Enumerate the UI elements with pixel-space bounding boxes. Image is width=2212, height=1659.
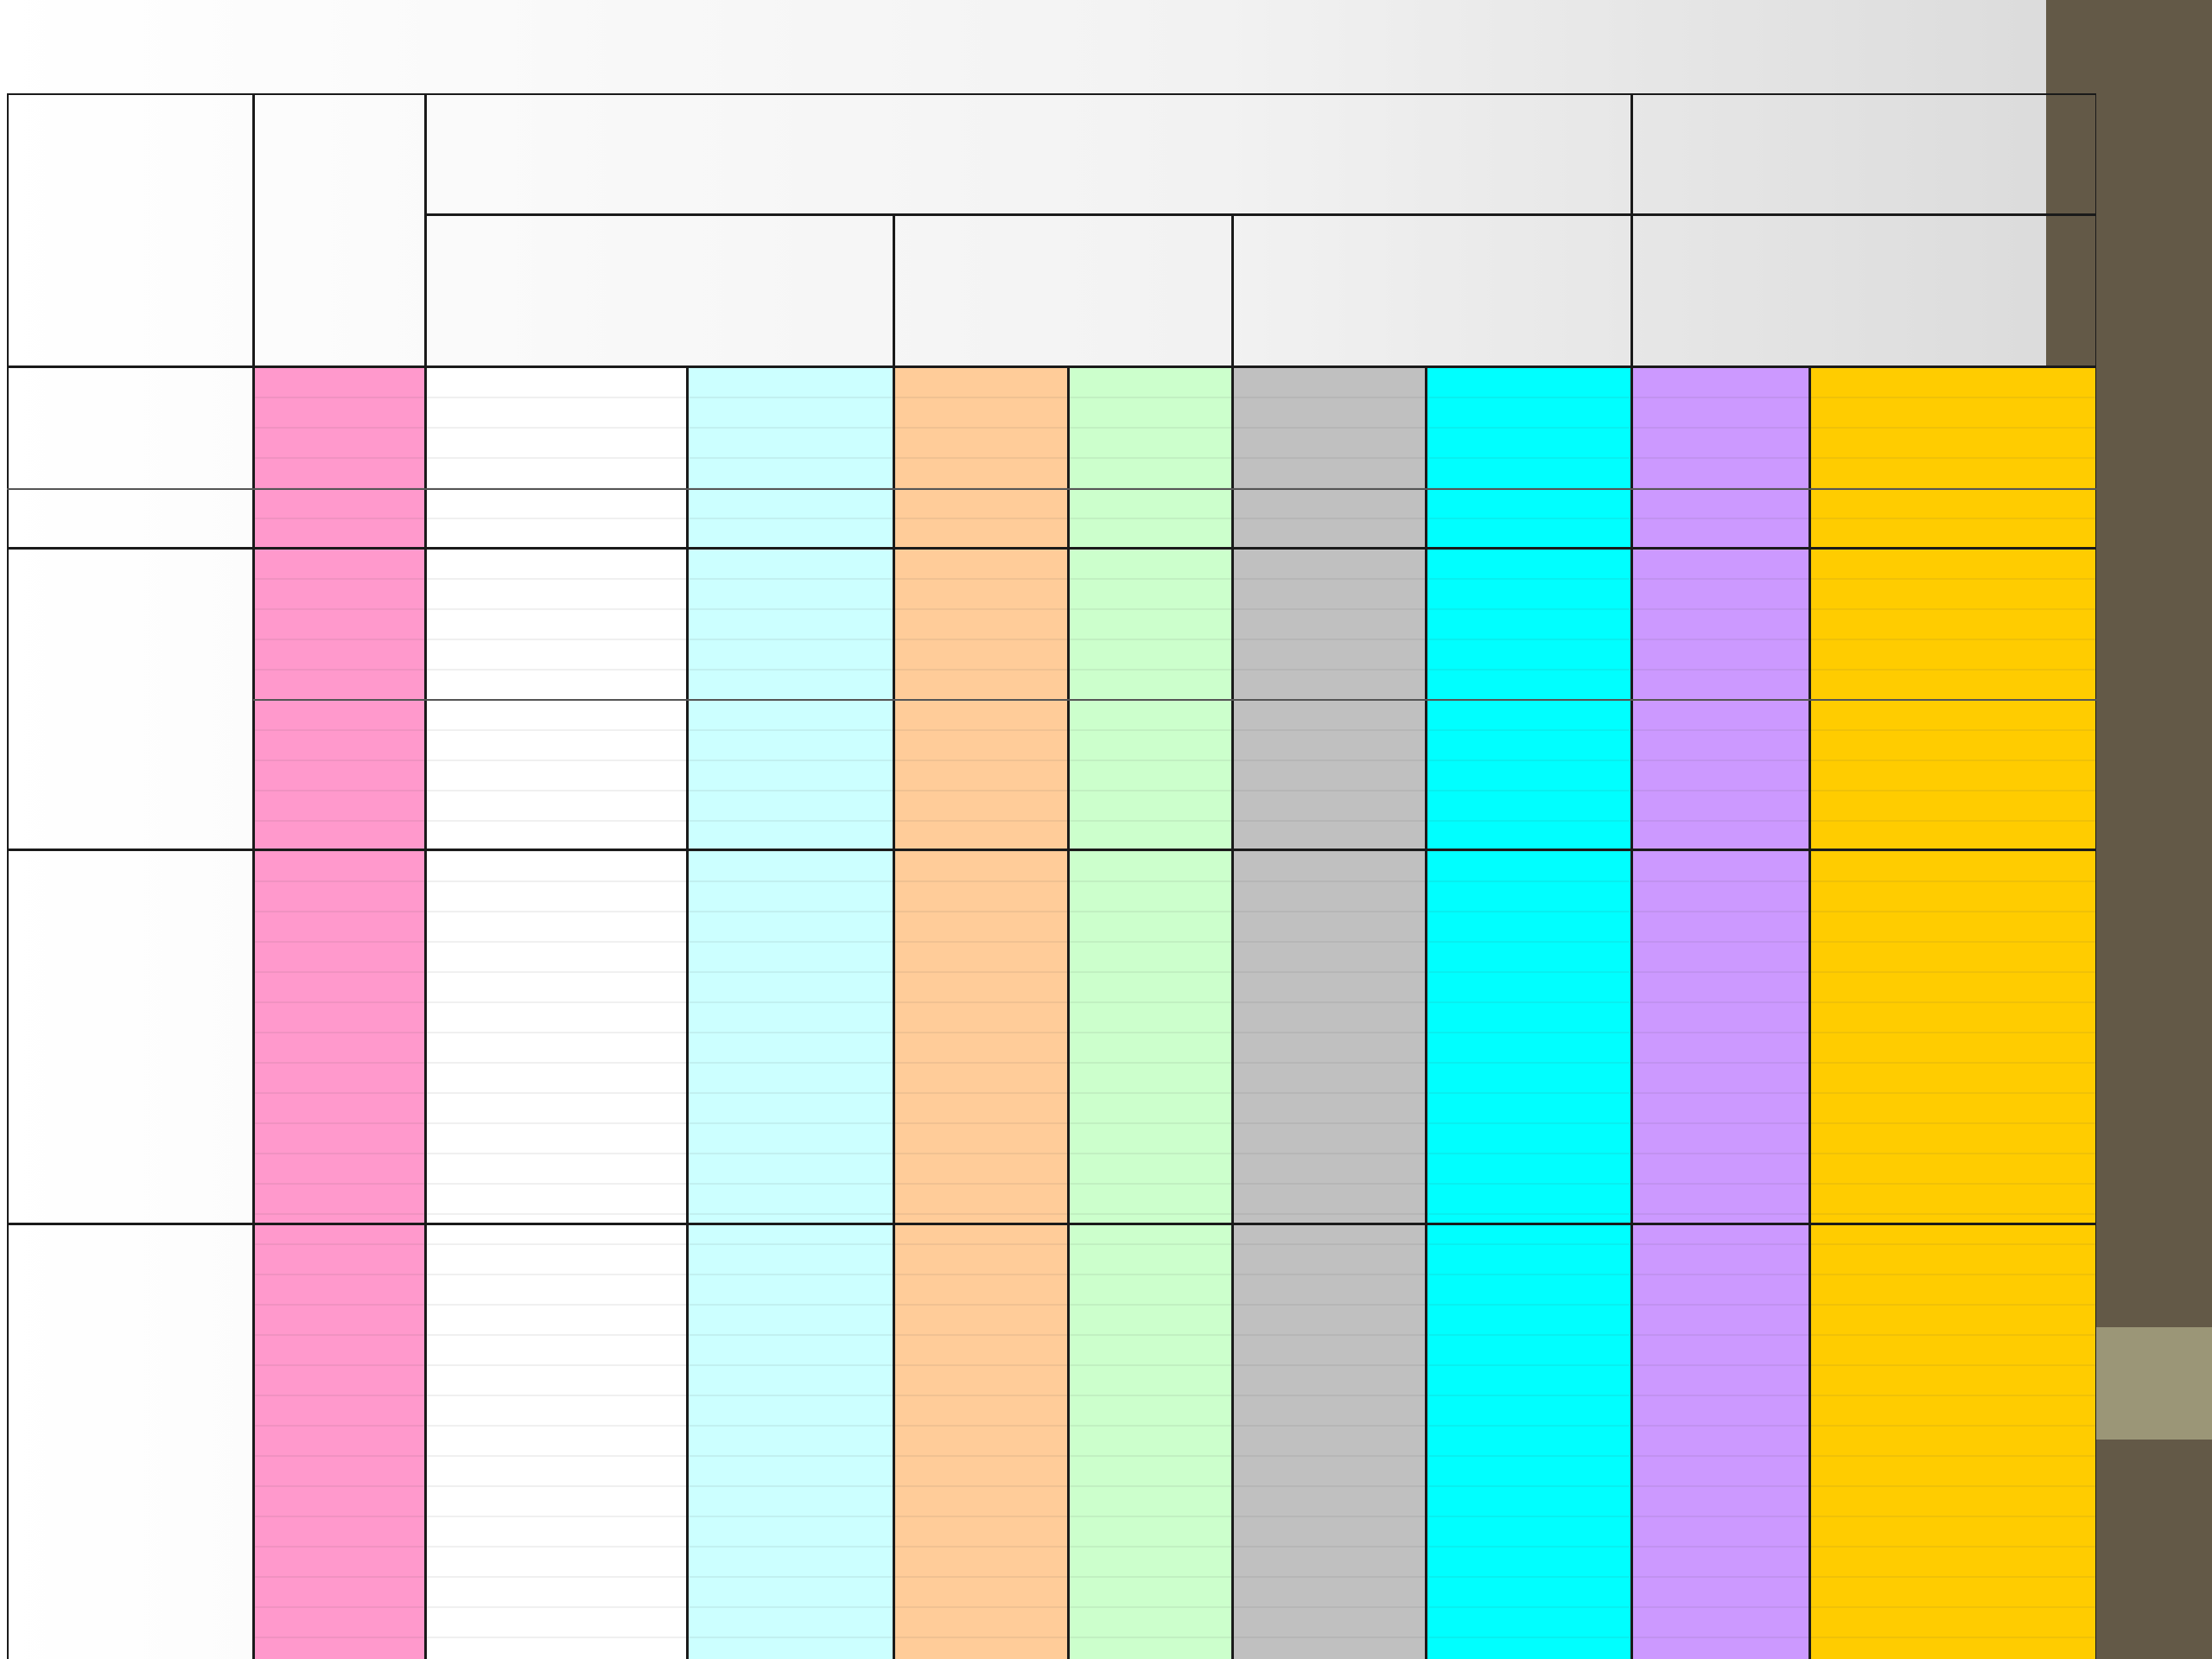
tlr3-cell (1068, 1224, 1232, 1659)
tlr2-cell (253, 849, 425, 1224)
gridline (253, 397, 2096, 398)
periods-row-label (7, 489, 253, 548)
learning-director-cell (893, 548, 1068, 700)
gridline (253, 608, 2096, 610)
tlr3-cell (1426, 1224, 1631, 1659)
tlr2-row-label (7, 849, 253, 1224)
whole-school-cell (893, 700, 1068, 849)
whole-school-cell (687, 700, 893, 849)
gridline (253, 1485, 2096, 1487)
gridline (253, 518, 2096, 519)
gridline (253, 1153, 2096, 1154)
vice-principal-header (1631, 214, 2096, 366)
tlr3-cell (1232, 1224, 1426, 1659)
gridline (253, 639, 2096, 640)
gridline (253, 1304, 2096, 1306)
column-border (1630, 93, 1633, 214)
gridline (253, 820, 2096, 822)
row-border (7, 547, 2096, 550)
gridline (253, 578, 2096, 580)
gridline (253, 1032, 2096, 1033)
gridline (253, 1213, 2096, 1215)
column-border (686, 366, 689, 1659)
gridline (253, 971, 2096, 973)
tlr2-cell (1631, 849, 1809, 1224)
whole-school-cell (1232, 700, 1426, 849)
column-border (1425, 366, 1427, 1659)
gridline (253, 1395, 2096, 1396)
row-border (7, 1223, 2096, 1225)
gridline (253, 1364, 2096, 1366)
row-border (7, 365, 2096, 368)
gridline (253, 760, 2096, 761)
column-border (893, 214, 895, 1659)
learning-director-cell (425, 548, 687, 700)
gridline (253, 1183, 2096, 1185)
row-border (7, 849, 2096, 851)
principal-header (253, 93, 425, 366)
tlr2-cell (1068, 849, 1232, 1224)
whole-school-cell (1068, 700, 1232, 849)
gridline (253, 1576, 2096, 1578)
learning-director-cell (1426, 548, 1631, 700)
column-border (424, 93, 427, 1659)
row-border (7, 488, 2096, 490)
tlr2-cell (687, 849, 893, 1224)
gridline (253, 1334, 2096, 1336)
column-border (1808, 366, 1811, 1659)
gridline (253, 1274, 2096, 1275)
learning-director-cell (253, 548, 425, 700)
whole-school-cell (1631, 700, 1809, 849)
tlr3-row-label (7, 1224, 253, 1659)
gridline (253, 1062, 2096, 1064)
gridline (253, 669, 2096, 671)
whole-school-cell (1426, 700, 1631, 849)
column-border (1067, 366, 1070, 1659)
gridline (253, 911, 2096, 912)
table-left-border (7, 93, 9, 1659)
gridline (253, 941, 2096, 943)
gridline (253, 880, 2096, 882)
learning-director-cell (1631, 548, 1809, 700)
vice-principal-header (425, 214, 893, 366)
column-border (1630, 214, 1633, 1659)
tlr3-cell (1631, 1224, 1809, 1659)
table-top-border (7, 93, 2096, 95)
tlr2-cell (1426, 849, 1631, 1224)
whole-school-cell (425, 700, 687, 849)
gridline (253, 1425, 2096, 1427)
learning-director-cell (1232, 548, 1426, 700)
whole-school-cell (1809, 700, 2096, 849)
gridline (253, 729, 2096, 731)
whole-school-cell (253, 700, 425, 849)
org-chart-table (7, 93, 2096, 1659)
vice-principal-header (1232, 214, 1631, 366)
gridline (253, 1122, 2096, 1124)
gridline (253, 1637, 2096, 1638)
learning-director-cell (687, 548, 893, 700)
tlr3-cell (253, 1224, 425, 1659)
tlr3-cell (687, 1224, 893, 1659)
column-border (1231, 214, 1234, 1659)
gridline (253, 457, 2096, 459)
tlr3-cell (1809, 1224, 2096, 1659)
leadership-row-label (7, 548, 253, 849)
learning-director-cell (1809, 548, 2096, 700)
gridline (253, 1455, 2096, 1457)
tlr3-cell (893, 1224, 1068, 1659)
tlr2-cell (893, 849, 1068, 1224)
table-right-border (2095, 93, 2096, 1659)
gridline (253, 1606, 2096, 1608)
gridline (253, 1001, 2096, 1003)
senior-leadership-team-cell (7, 93, 253, 366)
tlr2-cell (425, 849, 687, 1224)
vice-principal-header (893, 214, 1232, 366)
gridline (253, 1092, 2096, 1094)
column-border (252, 93, 255, 1659)
learning-director-cell (1068, 548, 1232, 700)
tlr2-cell (1232, 849, 1426, 1224)
gridline (253, 427, 2096, 429)
gridline (253, 1516, 2096, 1517)
gridline (253, 1546, 2096, 1548)
gridline (253, 1243, 2096, 1245)
row-border (253, 699, 2096, 701)
gridline (253, 790, 2096, 791)
tlr2-cell (1809, 849, 2096, 1224)
row-border (425, 213, 2096, 216)
tlr3-cell (425, 1224, 687, 1659)
